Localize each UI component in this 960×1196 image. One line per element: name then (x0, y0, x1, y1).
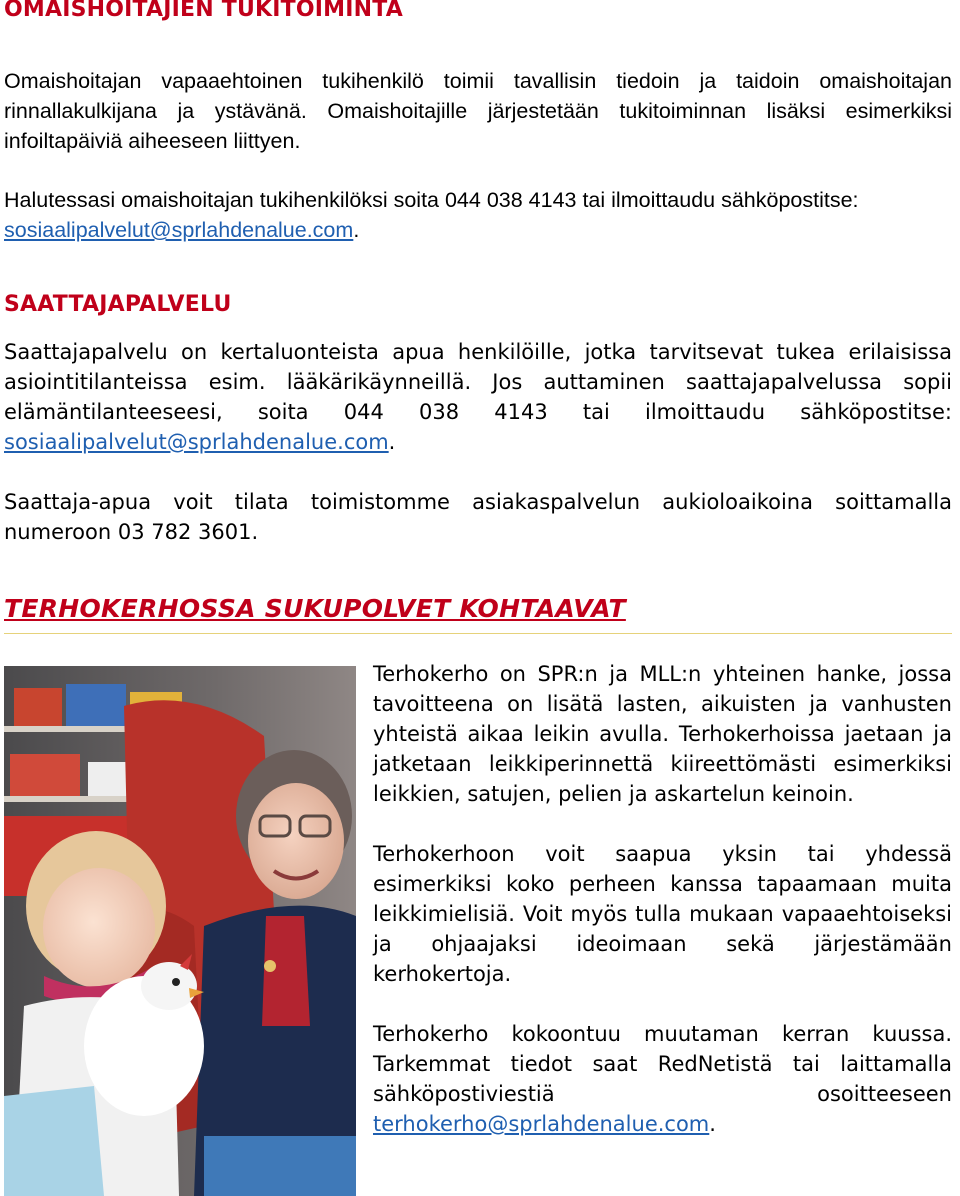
omaishoitajat-paragraph-2 (4, 185, 952, 245)
section-title-terhokerho: TERHOKERHOSSA SUKUPOLVET KOHTAAVAT (4, 594, 626, 623)
omaishoitajat-paragraph-2-end: . (353, 218, 360, 242)
terhokerho-text-column (373, 659, 952, 1139)
terhokerho-paragraph-1: Terhokerho on SPR:n ja MLL:n yhteinen hanke, jossa tavoitteena on lisätä lasten, aikuisten ja vanhusten yhteistä aikaa leikin avulla. Terhokerhoissa jaetaan ja jatketaan leikkiperinnettä kiireettömästi esimerkiksi leikkien, satujen, pelien ja askartelun keinoin. (373, 662, 952, 806)
terhokerho-paragraph-3 (373, 1019, 952, 1139)
terhokerho-paragraph-2: Terhokerhoon voit saapua yksin tai yhdessä esimerkiksi koko perheen kanssa tapaamaan muita leikkimielisiä. Voit myös tulla mukaan vapaaehtoiseksi ja ohjaajaksi ideoimaan sekä järjestämään kerhokertoja. (373, 842, 952, 986)
saattajapalvelu-paragraph-2: Saattaja-apua voit tilata toimistomme asiakaspalvelun aukioloaikoina soittamalla numeroon 03 782 3601. (4, 490, 952, 544)
terhokerho-photo-illustration (4, 666, 356, 1196)
terhokerho-paragraph-3-end: . (709, 1112, 716, 1136)
terhokerho-email-link[interactable]: terhokerho@sprlahdenalue.com (373, 1112, 710, 1136)
sosiaalipalvelut-email-link-1[interactable]: sosiaalipalvelut@sprlahdenalue.com (4, 218, 354, 242)
omaishoitajat-paragraph-1: Omaishoitajan vapaaehtoinen tukihenkilö toimii tavallisin tiedoin ja taidoin omaishoitajan rinnallakulkijana ja ystävänä. Omaishoitajille järjestetään tukitoiminnan lisäksi esimerkiksi infoiltapäiviä aiheeseen liittyen. (4, 69, 952, 153)
sosiaalipalvelut-email-link-2[interactable]: sosiaalipalvelut@sprlahdenalue.com (4, 430, 389, 454)
saattajapalvelu-paragraph-1-text: Saattajapalvelu on kertaluonteista apua henkilöille, jotka tarvitsevat tukea erilaisissa asiointitilanteissa esim. lääkärikäynneillä. Jos auttaminen saattajapalvelussa sopii elämäntilanteeseesi, soita 044 038 4143 tai ilmoittaudu sähköpostitse: (4, 340, 952, 424)
section-title-saattajapalvelu: SAATTAJAPALVELU (4, 292, 232, 317)
section-divider (4, 633, 952, 634)
section-title-omaishoitajien: OMAISHOITAJIEN TUKITOIMINTA (4, 0, 403, 22)
saattajapalvelu-paragraph-1 (4, 337, 952, 457)
saattajapalvelu-paragraph-1-end: . (388, 430, 396, 454)
terhokerho-paragraph-3-text: Terhokerho kokoontuu muutaman kerran kuussa. Tarkemmat tiedot saat RedNetistä tai laittamalla sähköpostiviestiä osoitteeseen (373, 1022, 952, 1106)
omaishoitajat-paragraph-2-text: Halutessasi omaishoitajan tukihenkilöksi soita 044 038 4143 tai ilmoittaudu sähköpostitse: (4, 188, 859, 212)
terhokerho-photo (4, 666, 356, 1196)
